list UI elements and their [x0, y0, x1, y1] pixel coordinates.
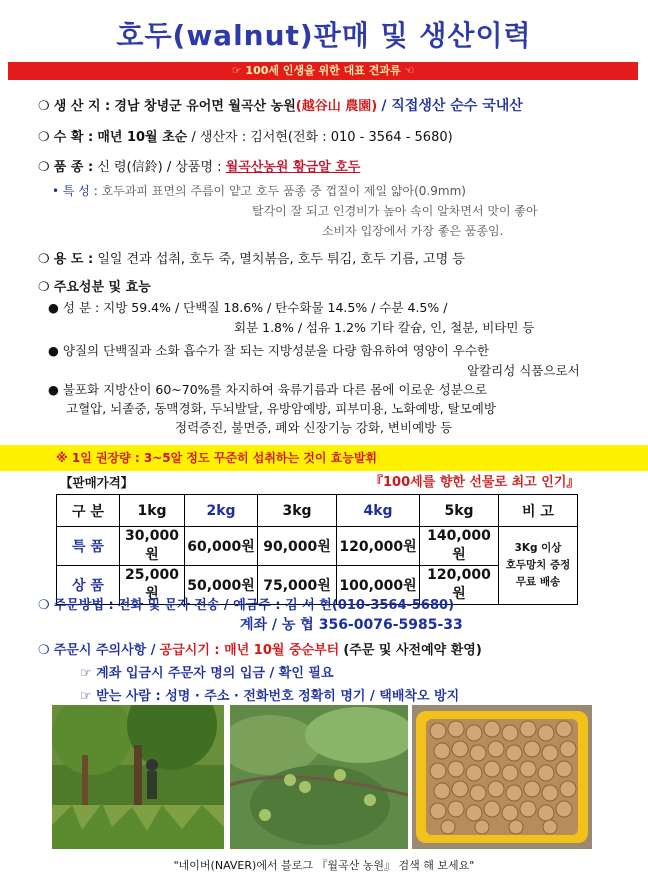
feature-line-3: 소비자 입장에서 가장 좋은 품종임.	[322, 224, 504, 238]
order-row: ❍ 주문방법 : 전화 및 문자 전송 / 예금주 : 김 서 현(010-3564-5680)	[38, 598, 455, 613]
account-row: 계좌 / 농 협 356-0076-5985-33	[240, 617, 463, 633]
price-slogan: 『100세를 향한 선물로 최고 인기』	[370, 475, 580, 490]
circle-bullet-icon: ❍	[38, 130, 50, 145]
walnut-tree-photo	[230, 705, 408, 849]
nutrition-bullet-2: ● 양질의 단백질과 소화 흡수가 잘 되는 지방성분을 다량 함유하여 영양이 우수한	[48, 343, 490, 358]
circle-bullet-icon: ❍	[38, 643, 50, 658]
nutrition-heading: ❍ 주요성분 및 효능	[38, 280, 151, 295]
variety-row: ❍ 품 종 : 신 령(信鈴) / 상품명 : 월곡산농원 황금알 호두	[38, 160, 361, 175]
notice-row: ❍ 주문시 주의사항 / 공급시기 : 매년 10월 중순부터 (주문 및 사전예약 환영)	[38, 643, 482, 658]
table-row: 특 품 30,000원 60,000원 90,000원 120,000원 140,000원 3Kg 이상 호두망치 증정 무료 배송	[57, 527, 578, 566]
price-title: 【판매가격】	[60, 475, 134, 490]
recommend-bar: ※ 1일 권장량 : 3~5알 정도 꾸준히 섭취하는 것이 효능발휘	[0, 445, 648, 471]
price-table	[56, 494, 578, 605]
walnut-basket-photo	[412, 705, 592, 849]
circle-bullet-icon: ❍	[38, 598, 50, 613]
nutrition-bullet-3-cont-1: 고혈압, 뇌졸중, 동맥경화, 두뇌발달, 유방암예방, 피부미용, 노화예방, 탈모예방	[66, 401, 496, 416]
circle-bullet-icon: ❍	[38, 280, 50, 295]
table-row: 상 품 25,000원 50,000원 75,000원 100,000원 120,000원	[57, 566, 578, 605]
notice-line-2: ☞ 받는 사람 : 성명 · 주소 · 전화번호 정확히 명기 / 택배착오 방지	[80, 689, 460, 704]
feature-line-2: 탈각이 잘 되고 인경비가 높아 속이 알차면서 맛이 좋아	[252, 204, 538, 218]
footer-note: "네이버(NAVER)에서 블로그 『월곡산 농원』 검색 해 보세요"	[173, 859, 475, 872]
nutrition-bullet-1-cont: 회분 1.8% / 섬유 1.2% 기타 칼슘, 인, 철분, 비타민 등	[234, 320, 535, 335]
nutrition-bullet-2-cont: 알칼리성 식품으로서	[467, 363, 580, 378]
circle-bullet-icon: ❍	[38, 99, 50, 114]
table-header-row: 구 분 1kg 2kg 3kg 4kg 5kg 비 고	[57, 495, 578, 527]
notice-line-1: ☞ 계좌 입금시 주문자 명의 입금 / 확인 필요	[80, 666, 334, 681]
feature-line-1: • 특 성 : 호두과피 표면의 주름이 얕고 호두 품종 중 껍질이 제일 얇아(0.9mm)	[52, 184, 466, 198]
origin-row: ❍ 생 산 지 : 경남 창녕군 유어면 월곡산 농원(越谷山 農園) / 직접생산 순수 국내산	[38, 98, 523, 114]
nutrition-bullet-3-cont-2: 정력증진, 불면증, 폐와 신장기능 강화, 변비예방 등	[175, 420, 453, 435]
banner: ☞ 100세 인생을 위한 대표 견과류 ☜	[8, 62, 638, 80]
use-row: ❍ 용 도 : 일일 견과 섭취, 호두 죽, 멸치볶음, 호두 튀김, 호두 기름, 고명 등	[38, 252, 465, 267]
circle-bullet-icon: ❍	[38, 160, 50, 175]
harvest-row: ❍ 수 확 : 매년 10월 초순 / 생산자 : 김서현(전화 : 010 - 3564 - 5680)	[38, 130, 453, 145]
nutrition-bullet-3: ● 불포화 지방산이 60~70%를 차지하여 육류기름과 다른 몸에 이로운 성분으로	[48, 382, 487, 397]
orchard-photo	[52, 705, 224, 849]
page-title: 호두(walnut)판매 및 생산이력	[116, 19, 532, 52]
price-note: 3Kg 이상 호두망치 증정 무료 배송	[499, 527, 578, 605]
nutrition-bullet-1: ● 성 분 : 지방 59.4% / 단백질 18.6% / 탄수화물 14.5% / 수분 4.5% /	[48, 300, 448, 315]
circle-bullet-icon: ❍	[38, 252, 50, 267]
